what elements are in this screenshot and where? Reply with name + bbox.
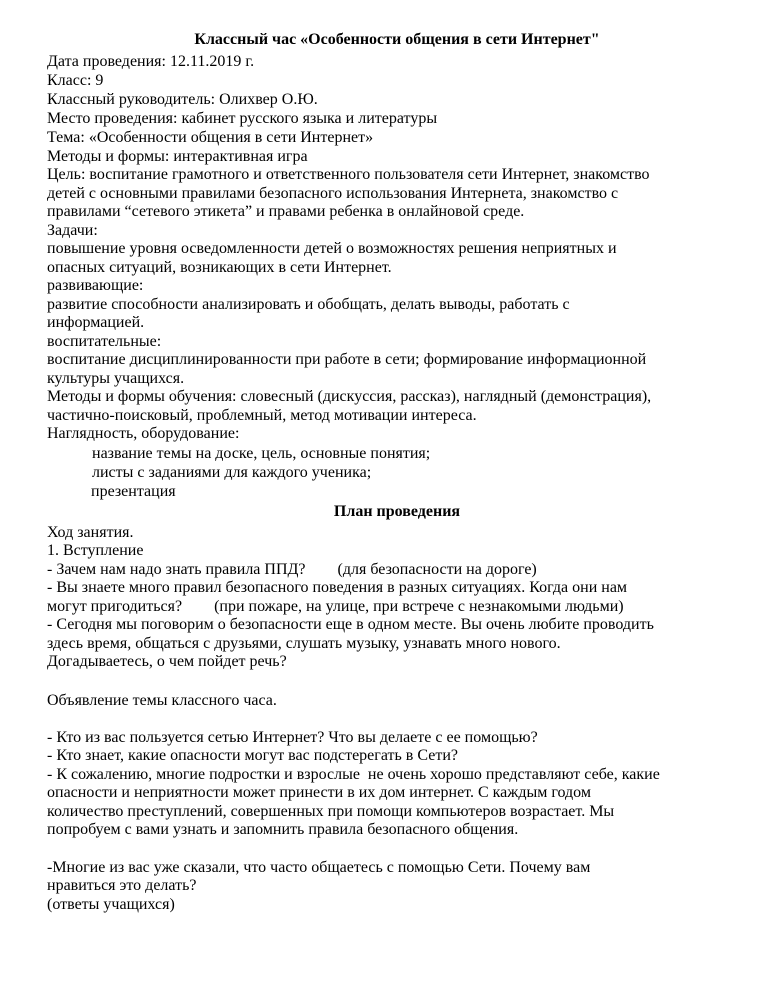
equipment-item: презентация [91,482,176,500]
tasks-block [47,222,747,444]
course-line: здесь время, общаться с друзьями, слушать музыку, узнавать много нового. [47,634,561,652]
tasks-line: опасных ситуаций, возникающих в сети Интернет. [47,258,392,276]
document-page [47,30,747,914]
course-line: - Сегодня мы поговорим о безопасности еще в одном месте. Вы очень любите проводить [47,616,654,633]
goal-line: правилами “сетевого этикета” и правами ребенка в онлайновой среде. [47,203,525,220]
equipment-list [47,444,747,501]
tasks-line: воспитательные: [47,332,162,350]
course-line: 1. Вступление [47,542,144,559]
tasks-line: развитие способности анализировать и обобщать, делать выводы, работать с [47,295,570,313]
tasks-line: Методы и формы обучения: словесный (дискуссия, рассказ), наглядный (демонстрация), [47,388,652,405]
equipment-item: листы с заданиями для каждого ученика; [92,463,372,481]
closing-line: -Многие из вас уже сказали, что часто общаетесь с помощью Сети. Почему вам [47,858,591,876]
tasks-line: информацией. [47,314,145,331]
meta-methods: Методы и формы: интерактивная игра [47,148,308,165]
tasks-line: культуры учащихся. [47,369,185,387]
question-line: попробуем с вами узнать и запомнить правила безопасного общения. [47,821,519,838]
spacer [47,672,747,691]
announcement: Объявление темы классного часа. [47,691,277,709]
questions-block [47,729,747,840]
tasks-line: Наглядность, оборудование: [47,425,240,442]
tasks-line: повышение уровня осведомленности детей о возможностях решения неприятных и [47,240,617,257]
plan-heading: План проведения [333,502,461,520]
course-block [47,524,747,672]
meta-class: Класс: 9 [47,72,104,89]
course-line: могут пригодиться? (при пожаре, на улице, при встрече с незнакомыми людьми) [47,597,624,615]
course-line: Ход занятия. [47,523,134,541]
question-line: - Кто знает, какие опасности могут вас подстерегать в Сети? [47,747,458,764]
goal-block [47,166,747,222]
closing-block [47,859,747,915]
tasks-line: частично-поисковый, проблемный, метод мотивации интереса. [47,406,477,424]
course-line: Догадываетесь, о чем пойдет речь? [47,653,287,670]
question-line: количество преступлений, совершенных при помощи компьютеров возрастает. Мы [47,802,615,820]
meta-topic: Тема: «Особенности общения в сети Интернет» [47,129,374,146]
meta-block [47,52,747,166]
goal-line: Цель: воспитание грамотного и ответственного пользователя сети Интернет, знакомство [47,166,650,183]
meta-place: Место проведения: кабинет русского языка и литературы [47,110,438,127]
tasks-line: развивающие: [47,277,144,294]
equipment-item: название темы на доске, цель, основные понятия; [92,444,431,462]
spacer [47,710,747,729]
closing-line: (ответы учащихся) [47,895,175,913]
closing-line: нравиться это делать? [47,877,197,894]
course-line: - Зачем нам надо знать правила ППД? (для безопасности на дороге) [47,560,537,578]
goal-line: детей с основными правилами безопасного использования Интернета, знакомство с [47,184,619,202]
meta-date: Дата проведения: 12.11.2019 г. [47,53,255,70]
meta-teacher: Классный руководитель: Олихвер О.Ю. [47,91,318,108]
course-line: - Вы знаете много правил безопасного поведения в разных ситуациях. Когда они нам [47,579,628,596]
question-line: - К сожалению, многие подростки и взрослые не очень хорошо представляют себе, какие [47,765,660,783]
spacer [47,840,747,859]
tasks-line: воспитание дисциплинированности при работе в сети; формирование информационной [47,351,647,368]
document-title: Классный час «Особенности общения в сети Интернет" [194,31,600,48]
question-line: опасности и неприятности может принести в их дом интернет. С каждым годом [47,784,591,801]
question-line: - Кто из вас пользуется сетью Интернет? Что вы делаете с ее помощью? [47,728,538,746]
tasks-line: Задачи: [47,221,98,239]
